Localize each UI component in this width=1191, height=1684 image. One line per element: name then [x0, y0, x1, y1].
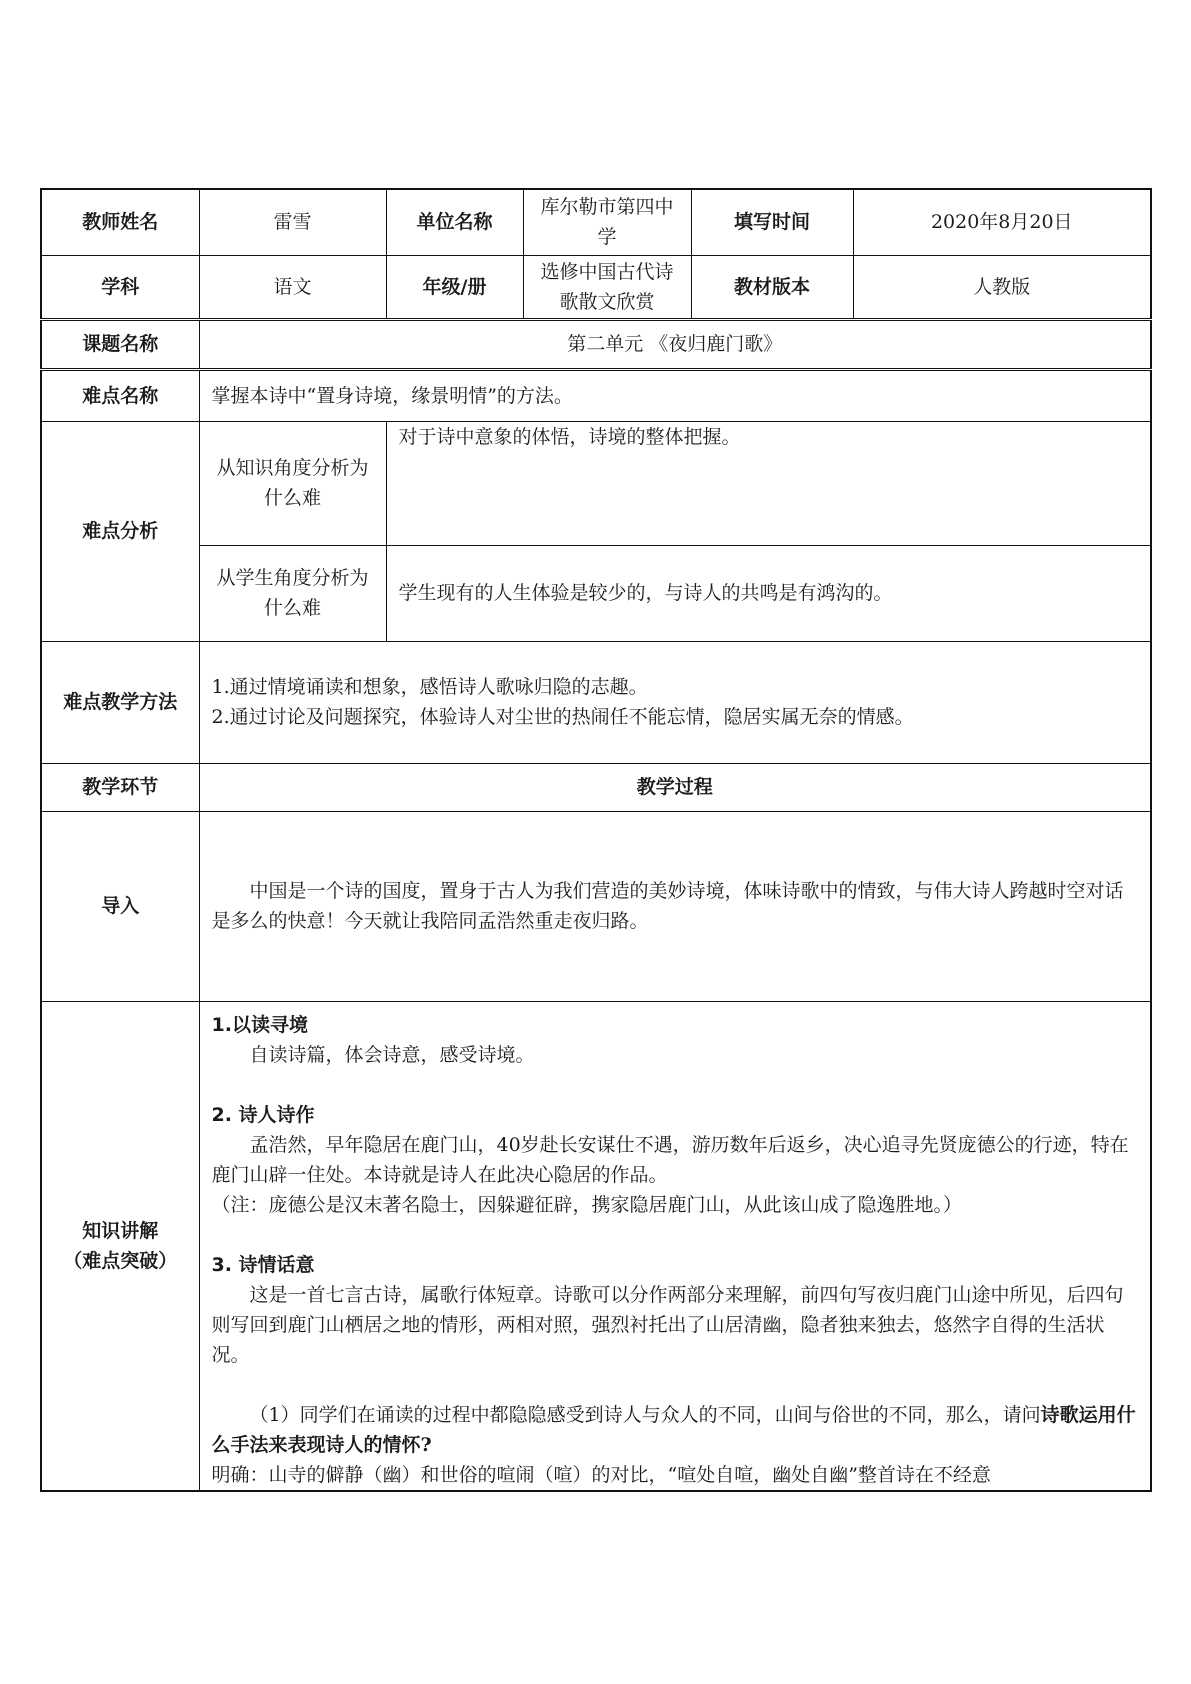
knowledge-angle-label: 从知识角度分析为什么难 — [199, 421, 386, 545]
knowledge-angle-value: 对于诗中意象的体悟，诗境的整体把握。 — [386, 421, 1151, 545]
subject-value: 语文 — [199, 255, 386, 319]
method-row — [41, 641, 1151, 763]
process-header: 教学过程 — [199, 763, 1151, 811]
student-angle-value: 学生现有的人生体验是较少的，与诗人的共鸣是有鸿沟的。 — [386, 545, 1151, 641]
method-content — [199, 641, 1151, 763]
edition-value: 人教版 — [853, 255, 1151, 319]
method-line: 2.通过讨论及问题探究，体验诗人对尘世的热闹任不能忘情，隐居实属无奈的情感。 — [211, 706, 914, 728]
teacher-row — [41, 189, 1151, 255]
question-emphasis: 诗歌运用什么手法来表现诗人的情怀? — [211, 1403, 1136, 1456]
subject-row — [41, 255, 1151, 319]
teacher-value: 雷雪 — [199, 189, 386, 255]
question-text — [212, 1400, 1141, 1460]
difficulty-row — [41, 369, 1151, 421]
date-label: 填写时间 — [691, 189, 853, 255]
lecture-label — [41, 1001, 199, 1491]
lesson-plan-table — [40, 188, 1152, 1492]
topic-value: 第二单元 《夜归鹿门歌》 — [199, 319, 1151, 369]
analysis-label: 难点分析 — [41, 421, 199, 641]
date-value: 2020年8月20日 — [853, 189, 1151, 255]
section-text: 自读诗篇，体会诗意，感受诗境。 — [249, 1043, 535, 1066]
lecture-label-line1: 知识讲解 — [82, 1219, 159, 1242]
intro-text: 中国是一个诗的国度，置身于古人为我们营造的美妙诗境，体味诗歌中的情致，与伟大诗人跨越时空对话是多么的快意！今天就让我陪同孟浩然重走夜归路。 — [211, 880, 1124, 932]
intro-content — [199, 811, 1151, 1001]
lecture-row — [41, 1001, 1151, 1491]
intro-label: 导入 — [41, 811, 199, 1001]
answer-text: 明确：山寺的僻静（幽）和世俗的喧闹（喧）的对比，“喧处自喧，幽处自幽”整首诗在不经意 — [211, 1463, 991, 1486]
grade-value: 选修中国古代诗歌散文欣赏 — [523, 255, 691, 319]
difficulty-value: 掌握本诗中“置身诗境，缘景明情”的方法。 — [199, 369, 1151, 421]
method-label: 难点教学方法 — [41, 641, 199, 763]
subject-label: 学科 — [41, 255, 199, 319]
question-prefix: （1）同学们在诵读的过程中都隐隐感受到诗人与众人的不同，山间与俗世的不同，那么，请问 — [249, 1403, 1041, 1426]
section-text: 孟浩然，早年隐居在鹿门山，40岁赴长安谋仕不遇，游历数年后返乡，决心追寻先贤庞德公的行迹，特在鹿门山辟一住处。本诗就是诗人在此决心隐居的作品。 — [211, 1133, 1129, 1186]
section-note: （注：庞德公是汉末著名隐士，因躲避征辟，携家隐居鹿门山，从此该山成了隐逸胜地。） — [211, 1193, 963, 1216]
method-line: 1.通过情境诵读和想象，感悟诗人歌咏归隐的志趣。 — [211, 676, 648, 698]
student-angle-label: 从学生角度分析为什么难 — [199, 545, 386, 641]
analysis-student-row — [41, 545, 1151, 641]
unit-value: 库尔勒市第四中学 — [523, 189, 691, 255]
lecture-content — [199, 1001, 1151, 1491]
topic-row — [41, 319, 1151, 369]
section-text: 这是一首七言古诗，属歌行体短章。诗歌可以分作两部分来理解，前四句写夜归鹿门山途中所见，后四句则写回到鹿门山栖居之地的情形，两相对照，强烈衬托出了山居清幽，隐者独来独去，悠然字自得的生活状况。 — [211, 1283, 1124, 1366]
section-heading: 3. 诗情话意 — [211, 1253, 315, 1276]
difficulty-label: 难点名称 — [41, 369, 199, 421]
lecture-label-line2: （难点突破） — [63, 1249, 178, 1272]
topic-label: 课题名称 — [41, 319, 199, 369]
analysis-knowledge-row — [41, 421, 1151, 545]
edition-label: 教材版本 — [691, 255, 853, 319]
section-heading: 1.以读寻境 — [211, 1013, 308, 1036]
stage-header: 教学环节 — [41, 763, 199, 811]
grade-label: 年级/册 — [386, 255, 523, 319]
teacher-label: 教师姓名 — [41, 189, 199, 255]
unit-label: 单位名称 — [386, 189, 523, 255]
section-heading: 2. 诗人诗作 — [211, 1103, 315, 1126]
intro-row — [41, 811, 1151, 1001]
process-header-row — [41, 763, 1151, 811]
